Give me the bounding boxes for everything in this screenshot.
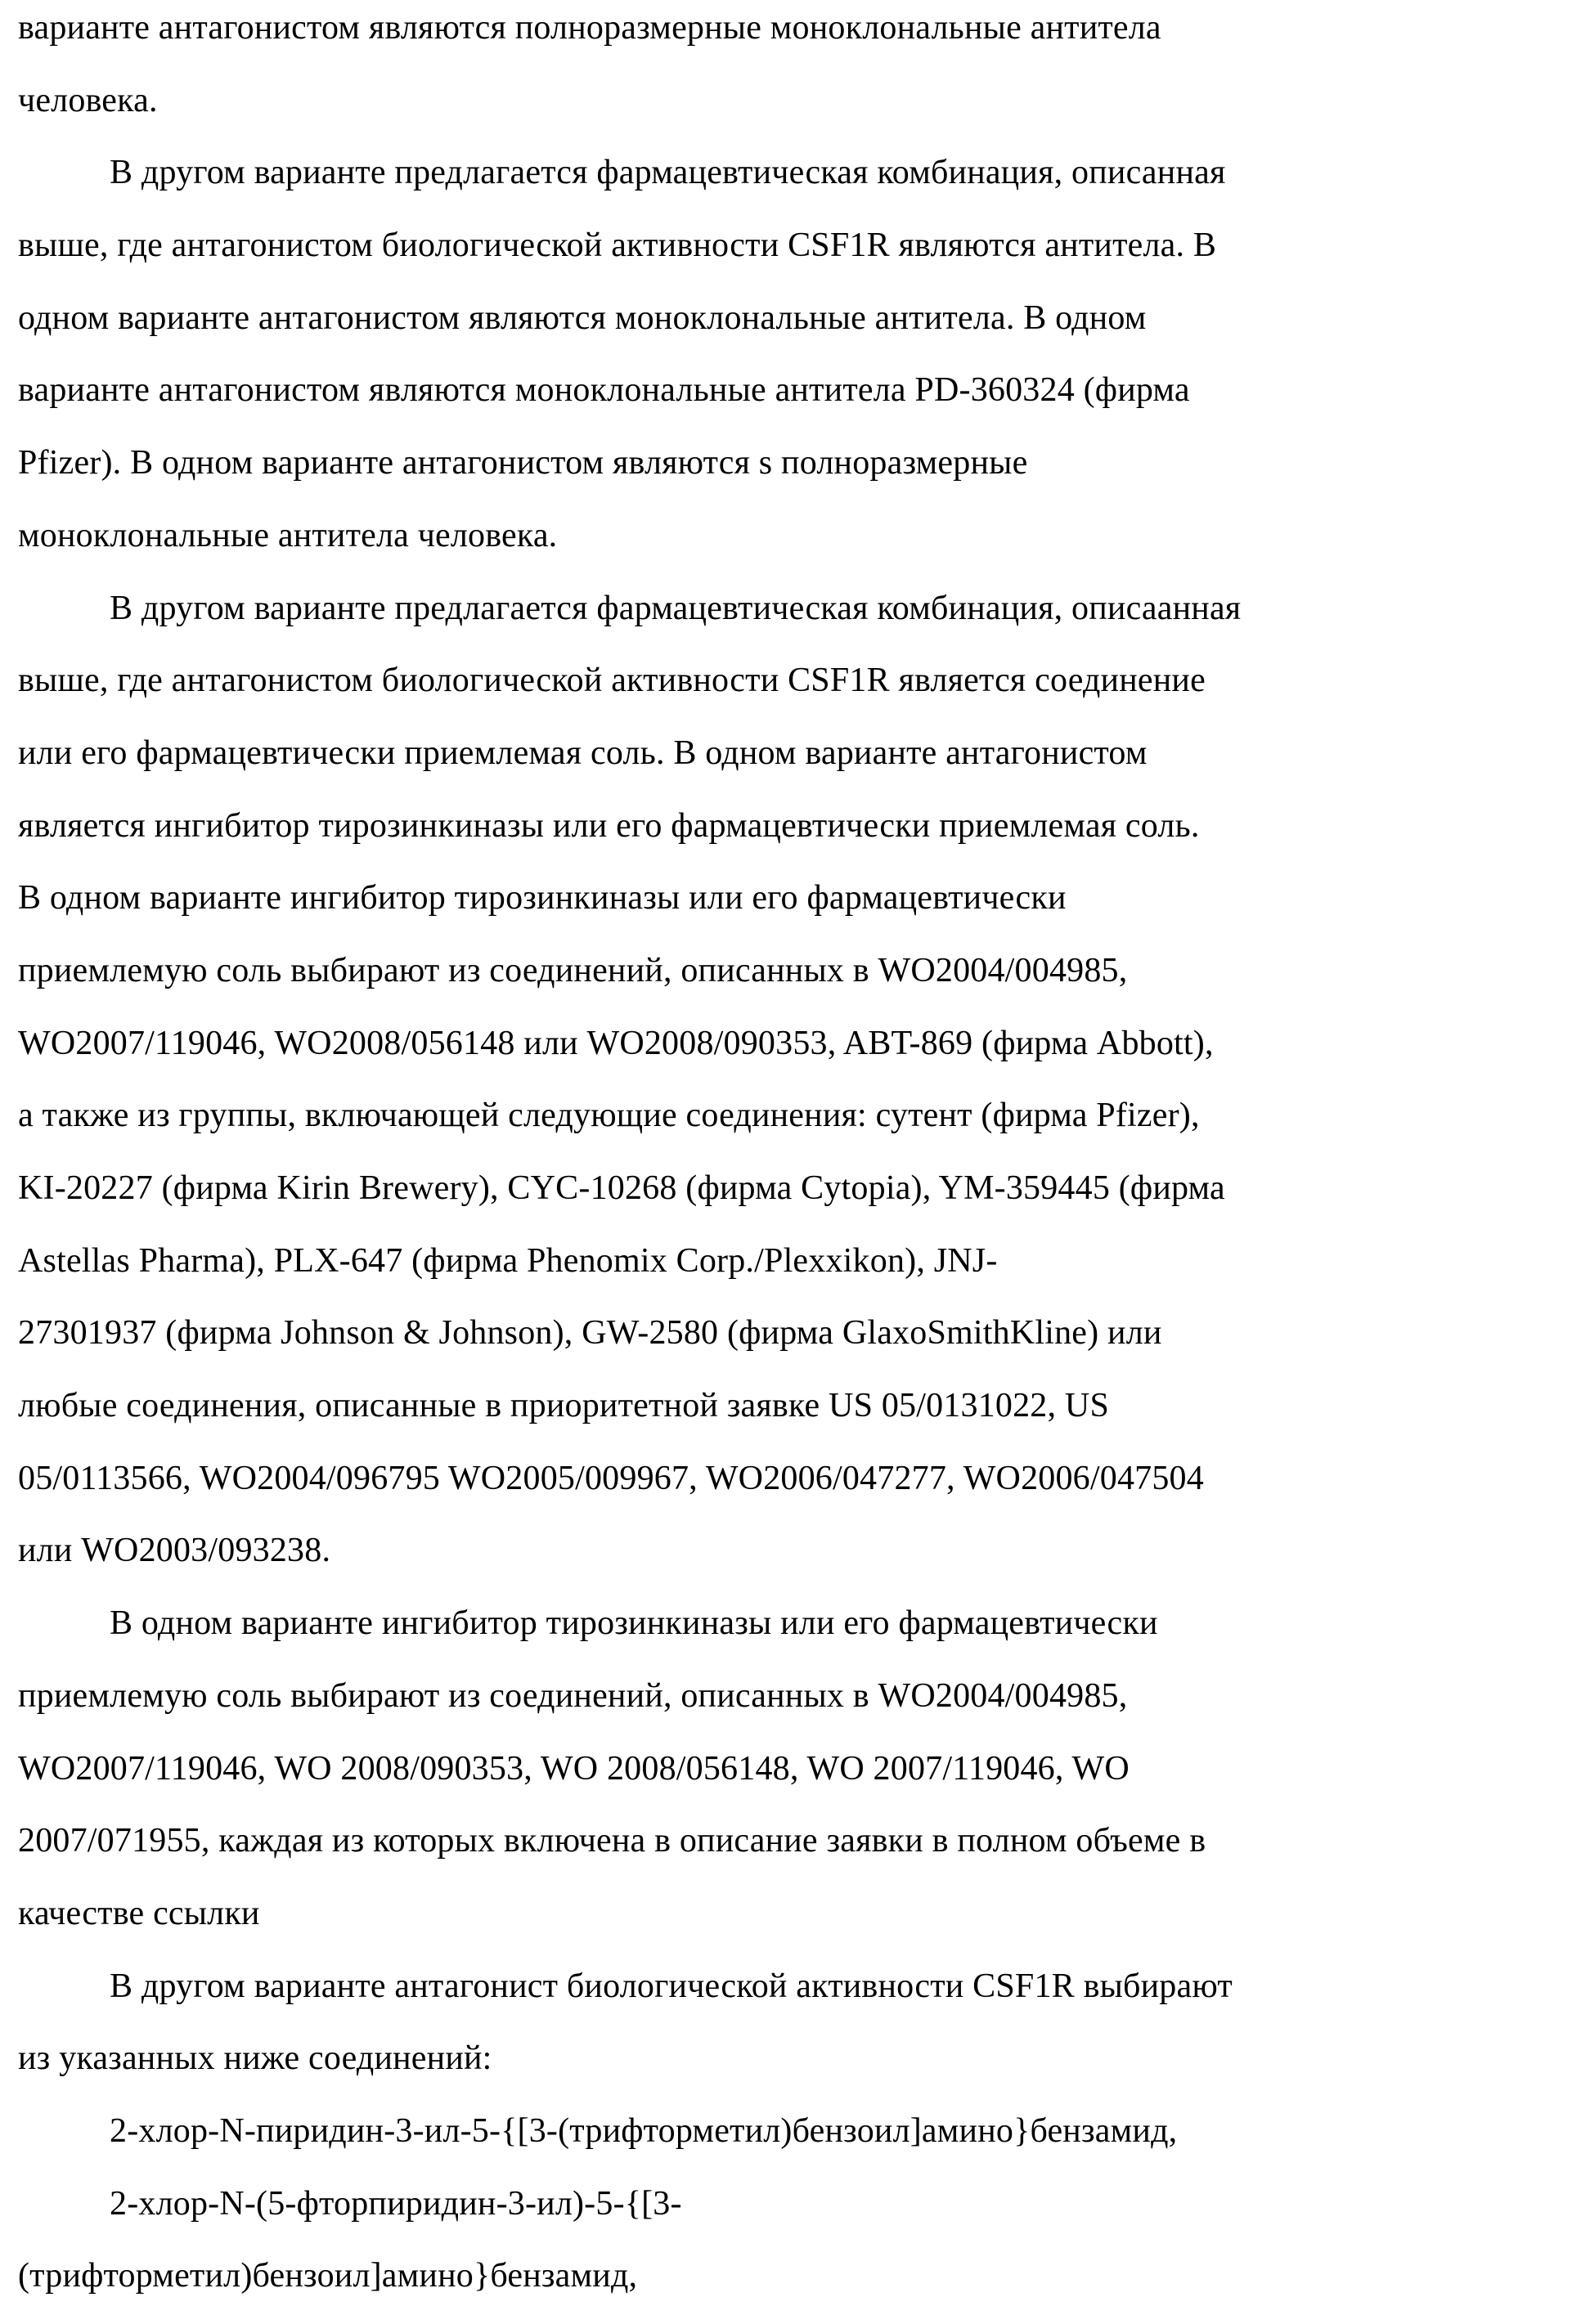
- paragraph-start-line: В другом варианте антагонист биологической активности CSF1R выбирают: [18, 1962, 1572, 2035]
- text-line: любые соединения, описанные в приоритетной заявке US 05/0131022, US: [18, 1381, 1572, 1454]
- text-line: 05/0113566, WO2004/096795 WO2005/009967, WO2006/047277, WO2006/047504: [18, 1454, 1572, 1527]
- text-line: качестве ссылки: [18, 1889, 1572, 1962]
- text-line: или WO2003/093238.: [18, 1526, 1572, 1599]
- text-line: В одном варианте ингибитор тирозинкиназы или его фармацевтически: [18, 873, 1572, 946]
- text-line: моноклональные антитела человека.: [18, 511, 1572, 584]
- text-line: WO2007/119046, WO2008/056148 или WO2008/090353, ABT-869 (фирма Abbott),: [18, 1019, 1572, 1092]
- paragraph-start-line: В другом варианте предлагается фармацевтическая комбинация, описаанная: [18, 584, 1572, 657]
- text-line: WO2007/119046, WO 2008/090353, WO 2008/056148, WO 2007/119046, WO: [18, 1744, 1572, 1817]
- text-line: 2007/071955, каждая из которых включена в описание заявки в полном объеме в: [18, 1816, 1572, 1889]
- compound-line: (трифторметил)бензоил]амино}бензамид,: [18, 2251, 1572, 2324]
- text-line: одном варианте антагонистом являются моноклональные антитела. В одном: [18, 294, 1572, 366]
- paragraph-start-line: В другом варианте предлагается фармацевтическая комбинация, описанная: [18, 148, 1572, 221]
- text-line: 27301937 (фирма Johnson & Johnson), GW-2580 (фирма GlaxoSmithKline) или: [18, 1308, 1572, 1381]
- paragraph-start-line: В одном варианте ингибитор тирозинкиназы или его фармацевтически: [18, 1599, 1572, 1671]
- text-line: варианте антагонистом являются полноразмерные моноклональные антитела: [18, 3, 1572, 76]
- text-line: приемлемую соль выбирают из соединений, описанных в WO2004/004985,: [18, 946, 1572, 1019]
- text-line: выше, где антагонистом биологической активности CSF1R является соединение: [18, 656, 1572, 729]
- text-line: из указанных ниже соединений:: [18, 2034, 1572, 2106]
- text-line: является ингибитор тирозинкиназы или его фармацевтически приемлемая соль.: [18, 801, 1572, 874]
- text-line: Pfizer). В одном варианте антагонистом являются s полноразмерные: [18, 438, 1572, 511]
- text-line: выше, где антагонистом биологической активности CSF1R являются антитела. В: [18, 221, 1572, 294]
- text-line: KI-20227 (фирма Kirin Brewery), CYC-10268 (фирма Cytopia), YM-359445 (фирма: [18, 1164, 1572, 1236]
- compound-line: 2-хлор-N-(5-фторпиридин-3-ил)-5-{[3-: [18, 2179, 1572, 2252]
- document-page: [18, 3, 1572, 2324]
- text-line: варианте антагонистом являются моноклональные антитела PD-360324 (фирма: [18, 366, 1572, 438]
- text-line: а также из группы, включающей следующие соединения: сутент (фирма Pfizer),: [18, 1091, 1572, 1164]
- text-line: или его фармацевтически приемлемая соль. В одном варианте антагонистом: [18, 729, 1572, 801]
- text-line: Astellas Pharma), PLX-647 (фирма Phenomix Corp./Plexxikon), JNJ-: [18, 1236, 1572, 1309]
- compound-line: 2-хлор-N-пиридин-3-ил-5-{[3-(трифторметил)бензоил]амино}бензамид,: [18, 2106, 1572, 2179]
- text-line: приемлемую соль выбирают из соединений, описанных в WO2004/004985,: [18, 1671, 1572, 1744]
- text-line: человека.: [18, 76, 1572, 149]
